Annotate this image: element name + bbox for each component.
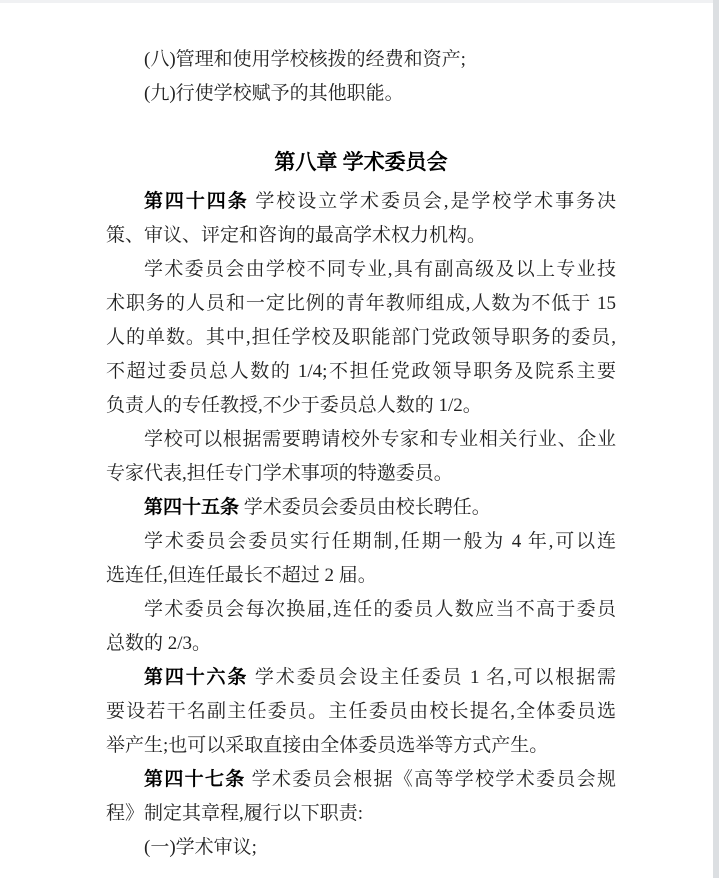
paragraph-line xyxy=(106,627,616,661)
paragraph-line xyxy=(106,355,616,389)
text-segment: 选连任,但连任最长不超过 2 届。 xyxy=(106,565,377,586)
page-edge-top xyxy=(0,0,719,3)
paragraph-line xyxy=(106,491,616,525)
paragraph-line xyxy=(106,797,616,831)
text-segment: 术职务的人员和一定比例的青年教师组成,人数为不低于 15 xyxy=(106,293,616,314)
text-segment: 学术委员会每次换届,连任的委员人数应当不高于委员 xyxy=(144,599,616,620)
text-segment: 学术委员会由学校不同专业,具有副高级及以上专业技 xyxy=(144,259,616,280)
paragraph-line xyxy=(106,457,616,491)
text-segment: 学术委员会根据《高等学校学术委员会规 xyxy=(245,769,616,790)
text-segment: 不超过委员总人数的 1/4;不担任党政领导职务及院系主要 xyxy=(106,361,616,382)
document-content xyxy=(106,43,616,865)
text-segment: 学校设立学术委员会,是学校学术事务决 xyxy=(248,191,616,212)
paragraph-line xyxy=(106,525,616,559)
scrollbar-track[interactable] xyxy=(713,0,719,878)
text-segment: 总数的 2/3。 xyxy=(106,633,212,654)
paragraph-line xyxy=(106,389,616,423)
text-segment: 专家代表,担任专门学术事项的特邀委员。 xyxy=(106,463,453,484)
article-number: 第四十六条 xyxy=(144,667,249,688)
list-item-line xyxy=(106,43,616,77)
paragraph-line xyxy=(106,695,616,729)
chapter-heading-text: 第八章 学术委员会 xyxy=(274,150,448,174)
paragraph-line xyxy=(106,321,616,355)
paragraph-line xyxy=(106,763,616,797)
paragraph-line xyxy=(106,729,616,763)
text-segment: 策、审议、评定和咨询的最高学术权力机构。 xyxy=(106,225,487,246)
paragraph-line xyxy=(106,423,616,457)
list-item-line xyxy=(106,77,616,111)
article-number: 第四十五条 xyxy=(144,497,240,518)
text-segment: 学术委员会委员由校长聘任。 xyxy=(239,497,491,518)
text-segment: (八)管理和使用学校核拨的经费和资产; xyxy=(144,49,466,70)
paragraph-line xyxy=(106,661,616,695)
text-segment: 学术委员会设主任委员 1 名,可以根据需 xyxy=(248,667,616,688)
paragraph-line xyxy=(106,287,616,321)
paragraph-line xyxy=(106,219,616,253)
text-segment: 人的单数。其中,担任学校及职能部门党政领导职务的委员, xyxy=(106,327,616,348)
text-segment: 学术委员会委员实行任期制,任期一般为 4 年,可以连 xyxy=(144,531,616,552)
text-segment: 负责人的专任教授,不少于委员总人数的 1/2。 xyxy=(106,395,482,416)
paragraph-line xyxy=(106,253,616,287)
text-segment: 学校可以根据需要聘请校外专家和专业相关行业、企业 xyxy=(144,429,616,450)
text-segment: (九)行使学校赋予的其他职能。 xyxy=(144,83,404,104)
text-segment: (一)学术审议; xyxy=(144,837,257,858)
paragraph-line xyxy=(106,559,616,593)
text-segment: 程》制定其章程,履行以下职责: xyxy=(106,803,364,824)
chapter-heading xyxy=(106,145,616,179)
text-segment: 举产生;也可以采取直接由全体委员选举等方式产生。 xyxy=(106,735,549,756)
paragraph-line xyxy=(106,185,616,219)
article-number: 第四十四条 xyxy=(144,191,249,212)
text-segment: 要设若干名副主任委员。主任委员由校长提名,全体委员选 xyxy=(106,701,616,722)
list-item-line xyxy=(106,831,616,865)
article-number: 第四十七条 xyxy=(144,769,246,790)
paragraph-line xyxy=(106,593,616,627)
